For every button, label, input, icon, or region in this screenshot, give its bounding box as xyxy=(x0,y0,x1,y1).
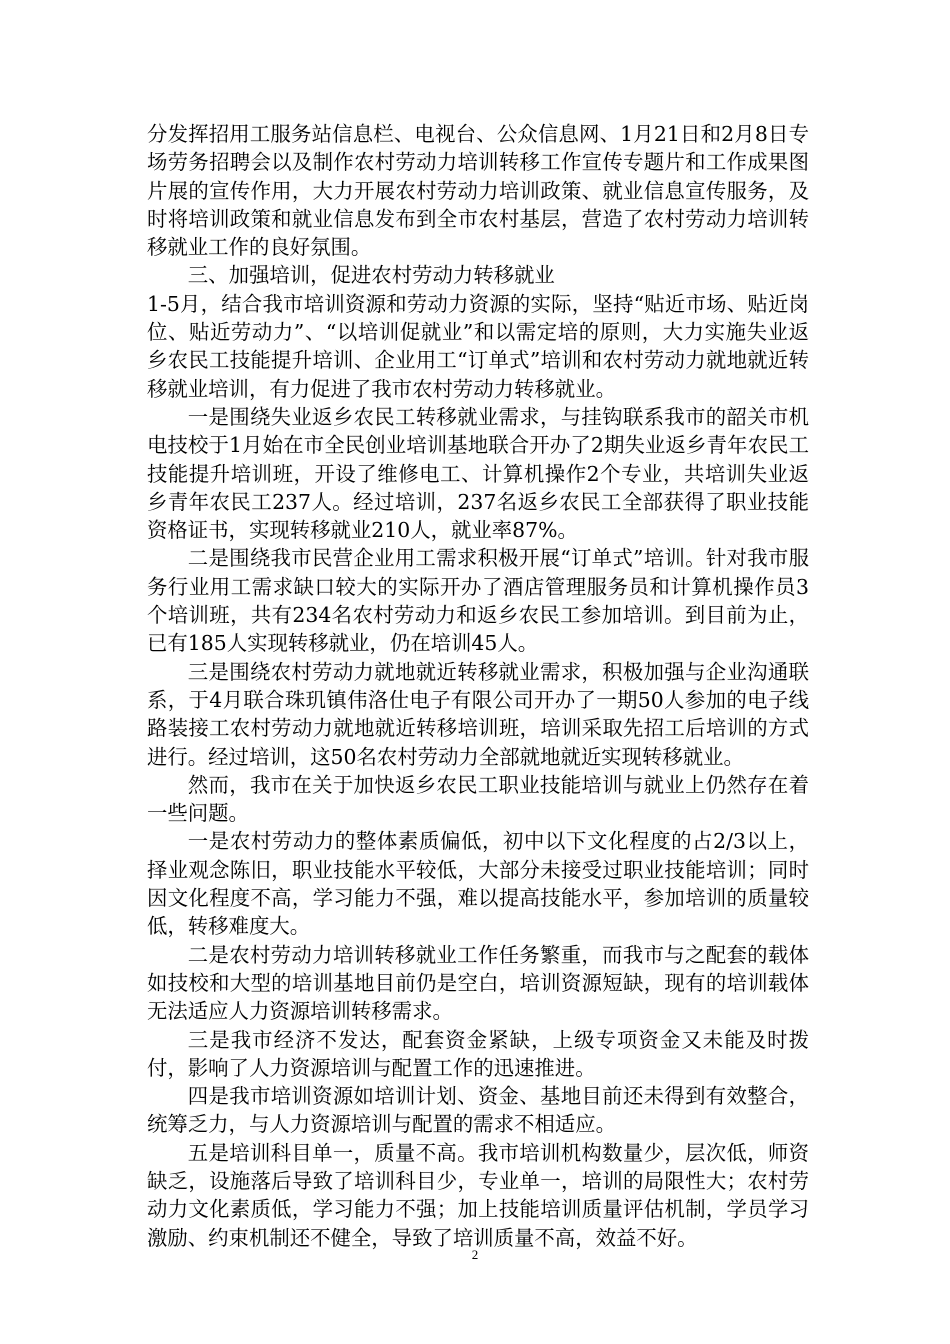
paragraph-continuation: 分发挥招用工服务站信息栏、电视台、公众信息网、1月21日和2月8日专场劳务招聘会以及制作农村劳动力培训转移工作宣传专题片和工作成果图片展的宣传作用，大力开展农村劳动力培训政策、就业信息宣传服务，及时将培训政策和就业信息发布到全市农村基层，营造了农村劳动力培训转移就业工作的良好氛围。 xyxy=(147,122,809,260)
document-body xyxy=(147,120,809,1252)
paragraph-training-overview: 1-5月，结合我市培训资源和劳动力资源的实际，坚持“贴近市场、贴近岗位、贴近劳动力”、“以培训促就业”和以需定培的原则，大力实施失业返乡农民工技能提升培训、企业用工“订单式”培训和农村劳动力就地就近转移就业培训，有力促进了我市农村劳动力转移就业。 xyxy=(147,291,809,401)
section-heading: 三、加强培训，促进农村劳动力转移就业 xyxy=(187,263,555,288)
paragraph-problem-one: 一是农村劳动力的整体素质偏低，初中以下文化程度的占2/3以上，择业观念陈旧，职业技能水平较低，大部分未接受过职业技能培训；同时因文化程度不高，学习能力不强，难以提高技能水平，参加培训的质量较低，转移难度大。 xyxy=(147,829,809,939)
paragraph-problems-intro: 然而，我市在关于加快返乡农民工职业技能培训与就业上仍然存在着一些问题。 xyxy=(147,772,809,826)
page-number: 2 xyxy=(471,1247,479,1262)
paragraph-point-one: 一是围绕失业返乡农民工转移就业需求，与挂钩联系我市的韶关市机电技校于1月始在市全民创业培训基地联合开办了2期失业返乡青年农民工技能提升培训班，开设了维修电工、计算机操作2个专业，共培训失业返乡青年农民工237人。经过培训，237名返乡农民工全部获得了职业技能资格证书，实现转移就业210人，就业率87%。 xyxy=(147,404,809,543)
paragraph-point-two: 二是围绕我市民营企业用工需求积极开展“订单式”培训。针对我市服务行业用工需求缺口较大的实际开办了酒店管理服务员和计算机操作员3个培训班，共有234名农村劳动力和返乡农民工参加培训。到目前为止，已有185人实现转移就业，仍在培训45人。 xyxy=(147,546,809,656)
paragraph-problem-four: 四是我市培训资源如培训计划、资金、基地目前还未得到有效整合，统筹乏力，与人力资源培训与配置的需求不相适应。 xyxy=(147,1084,809,1137)
paragraph-problem-two: 二是农村劳动力培训转移就业工作任务繁重，而我市与之配套的载体如技校和大型的培训基地目前仍是空白，培训资源短缺，现有的培训载体无法适应人力资源培训转移需求。 xyxy=(147,942,809,1024)
paragraph-problem-five: 五是培训科目单一，质量不高。我市培训机构数量少，层次低，师资缺乏，设施落后导致了培训科目少，专业单一，培训的局限性大；农村劳动力文化素质低，学习能力不强；加上技能培训质量评估机制，学员学习激励、约束机制还不健全，导致了培训质量不高，效益不好。 xyxy=(147,1140,809,1250)
paragraph-point-three: 三是围绕农村劳动力就地就近转移就业需求，积极加强与企业沟通联系，于4月联合珠玑镇伟洛仕电子有限公司开办了一期50人参加的电子线路装接工农村劳动力就地就近转移培训班，培训采取先招工后培训的方式进行。经过培训，这50名农村劳动力全部就地就近实现转移就业。 xyxy=(147,659,809,769)
paragraph-problem-three: 三是我市经济不发达，配套资金紧缺，上级专项资金又未能及时拨付，影响了人力资源培训与配置工作的迅速推进。 xyxy=(147,1027,809,1080)
